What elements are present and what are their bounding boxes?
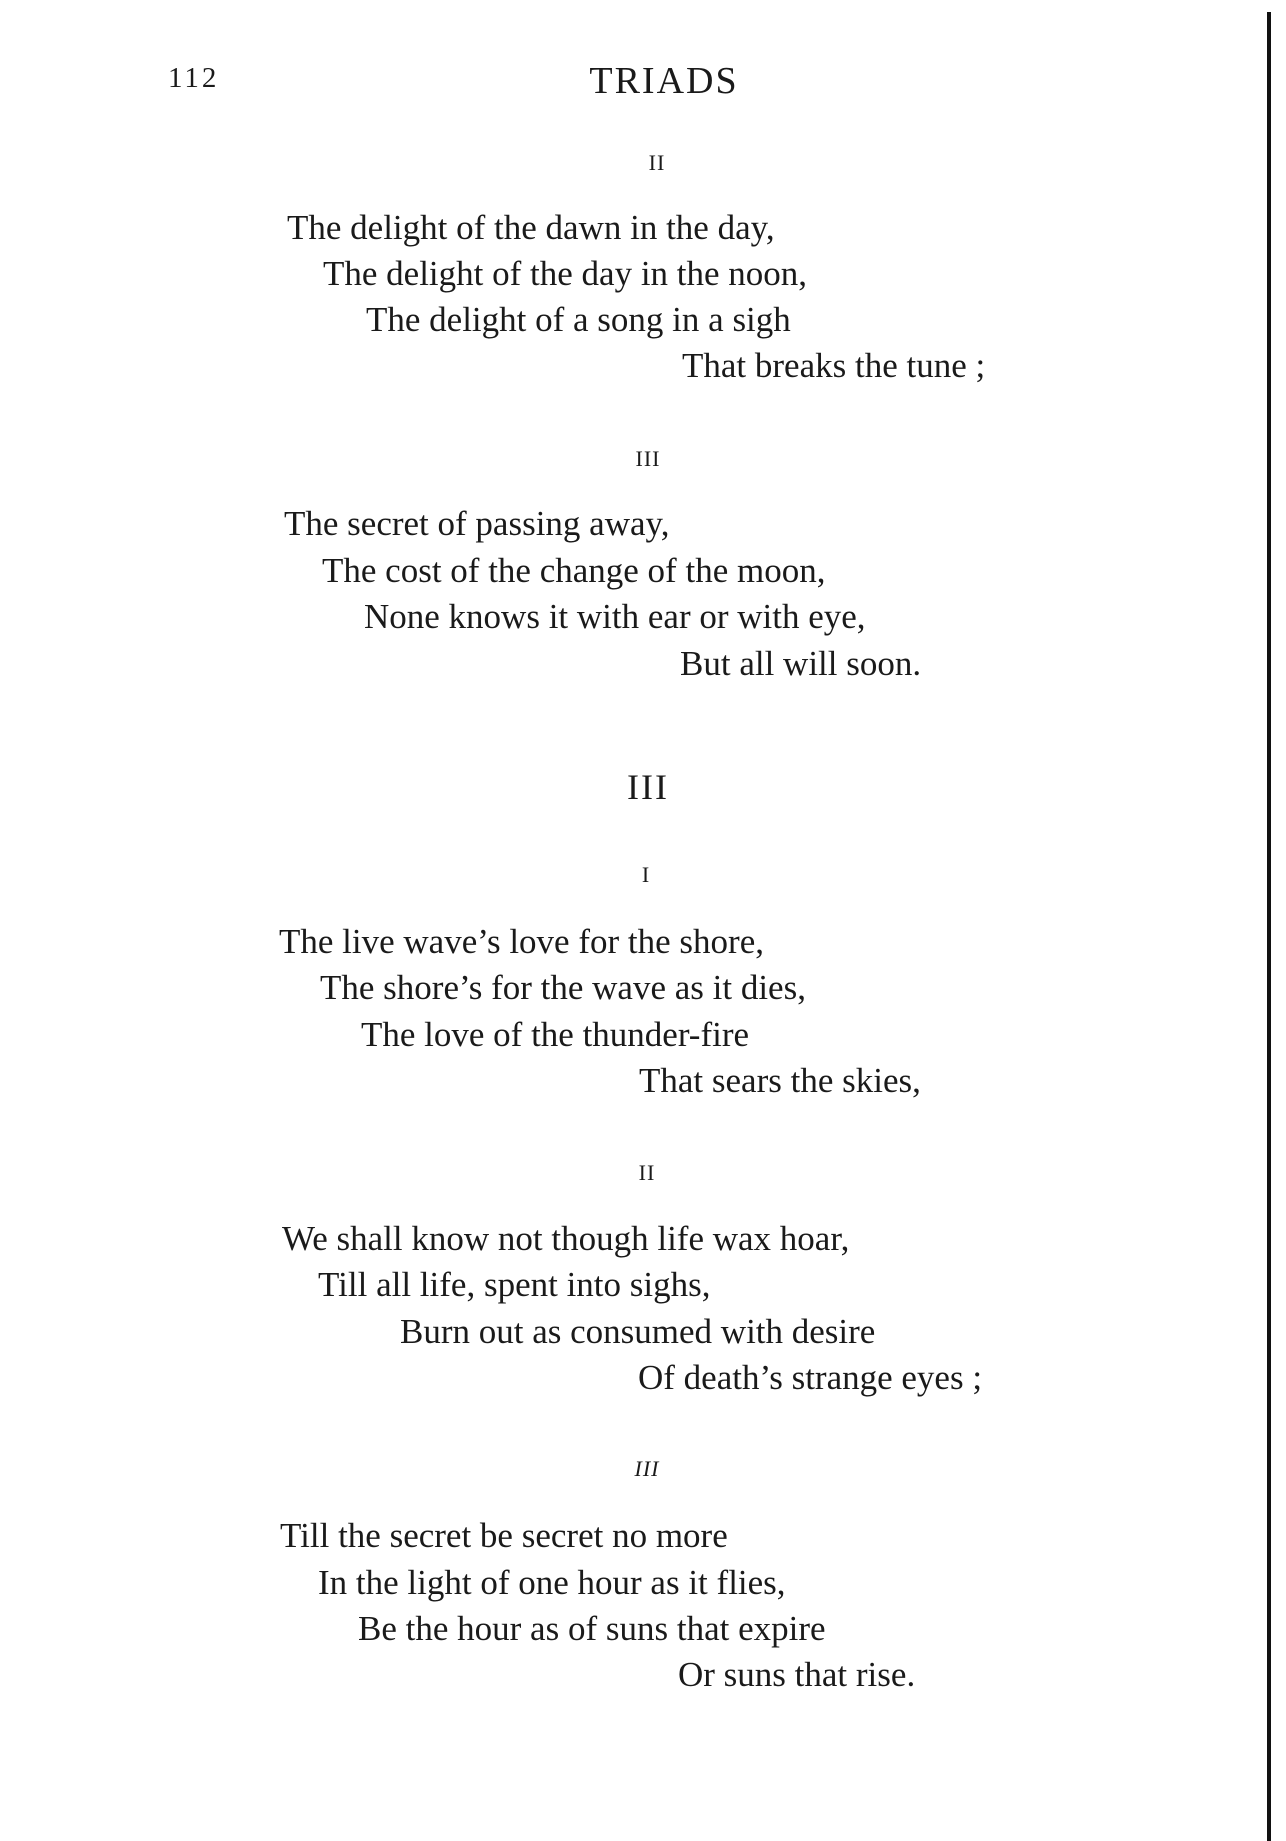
poem-line: Be the hour as of suns that expire [358,1609,826,1648]
stanza-number: II [638,1160,656,1185]
poem-line: The delight of the day in the noon, [323,254,808,293]
poem-line: The secret of passing away, [284,504,670,543]
part-heading: III [627,767,669,807]
poem-line: That breaks the tune ; [682,346,986,385]
page-number: 112 [168,62,220,94]
stanza-number: II [648,150,666,175]
poem-line: The delight of the dawn in the day, [287,208,775,247]
poem-line: Or suns that rise. [678,1655,916,1694]
poem-line: The live wave’s love for the shore, [279,922,764,961]
poem-line: The love of the thunder-fire [361,1015,750,1054]
poem-line: In the light of one hour as it flies, [318,1563,786,1602]
poem-line: The shore’s for the wave as it dies, [320,968,806,1007]
poem-line: Till all life, spent into sighs, [318,1265,711,1304]
poem-line: None knows it with ear or with eye, [364,597,866,636]
stanza-number: I [641,862,651,887]
stanza-number: III [635,446,661,471]
poem-line: The delight of a song in a sigh [366,300,791,339]
poem-line: That sears the skies, [639,1061,921,1100]
poem-line: Burn out as consumed with desire [400,1312,876,1351]
stanza-number: III [634,1456,660,1481]
poem-line: We shall know not though life wax hoar, [282,1219,850,1258]
running-title: TRIADS [589,60,739,102]
poem-line: But all will soon. [680,644,922,683]
poem-line: Till the secret be secret no more [280,1516,728,1555]
poem-line: Of death’s strange eyes ; [638,1358,983,1397]
page-edge-rule [1267,12,1271,1841]
poem-line: The cost of the change of the moon, [322,551,826,590]
